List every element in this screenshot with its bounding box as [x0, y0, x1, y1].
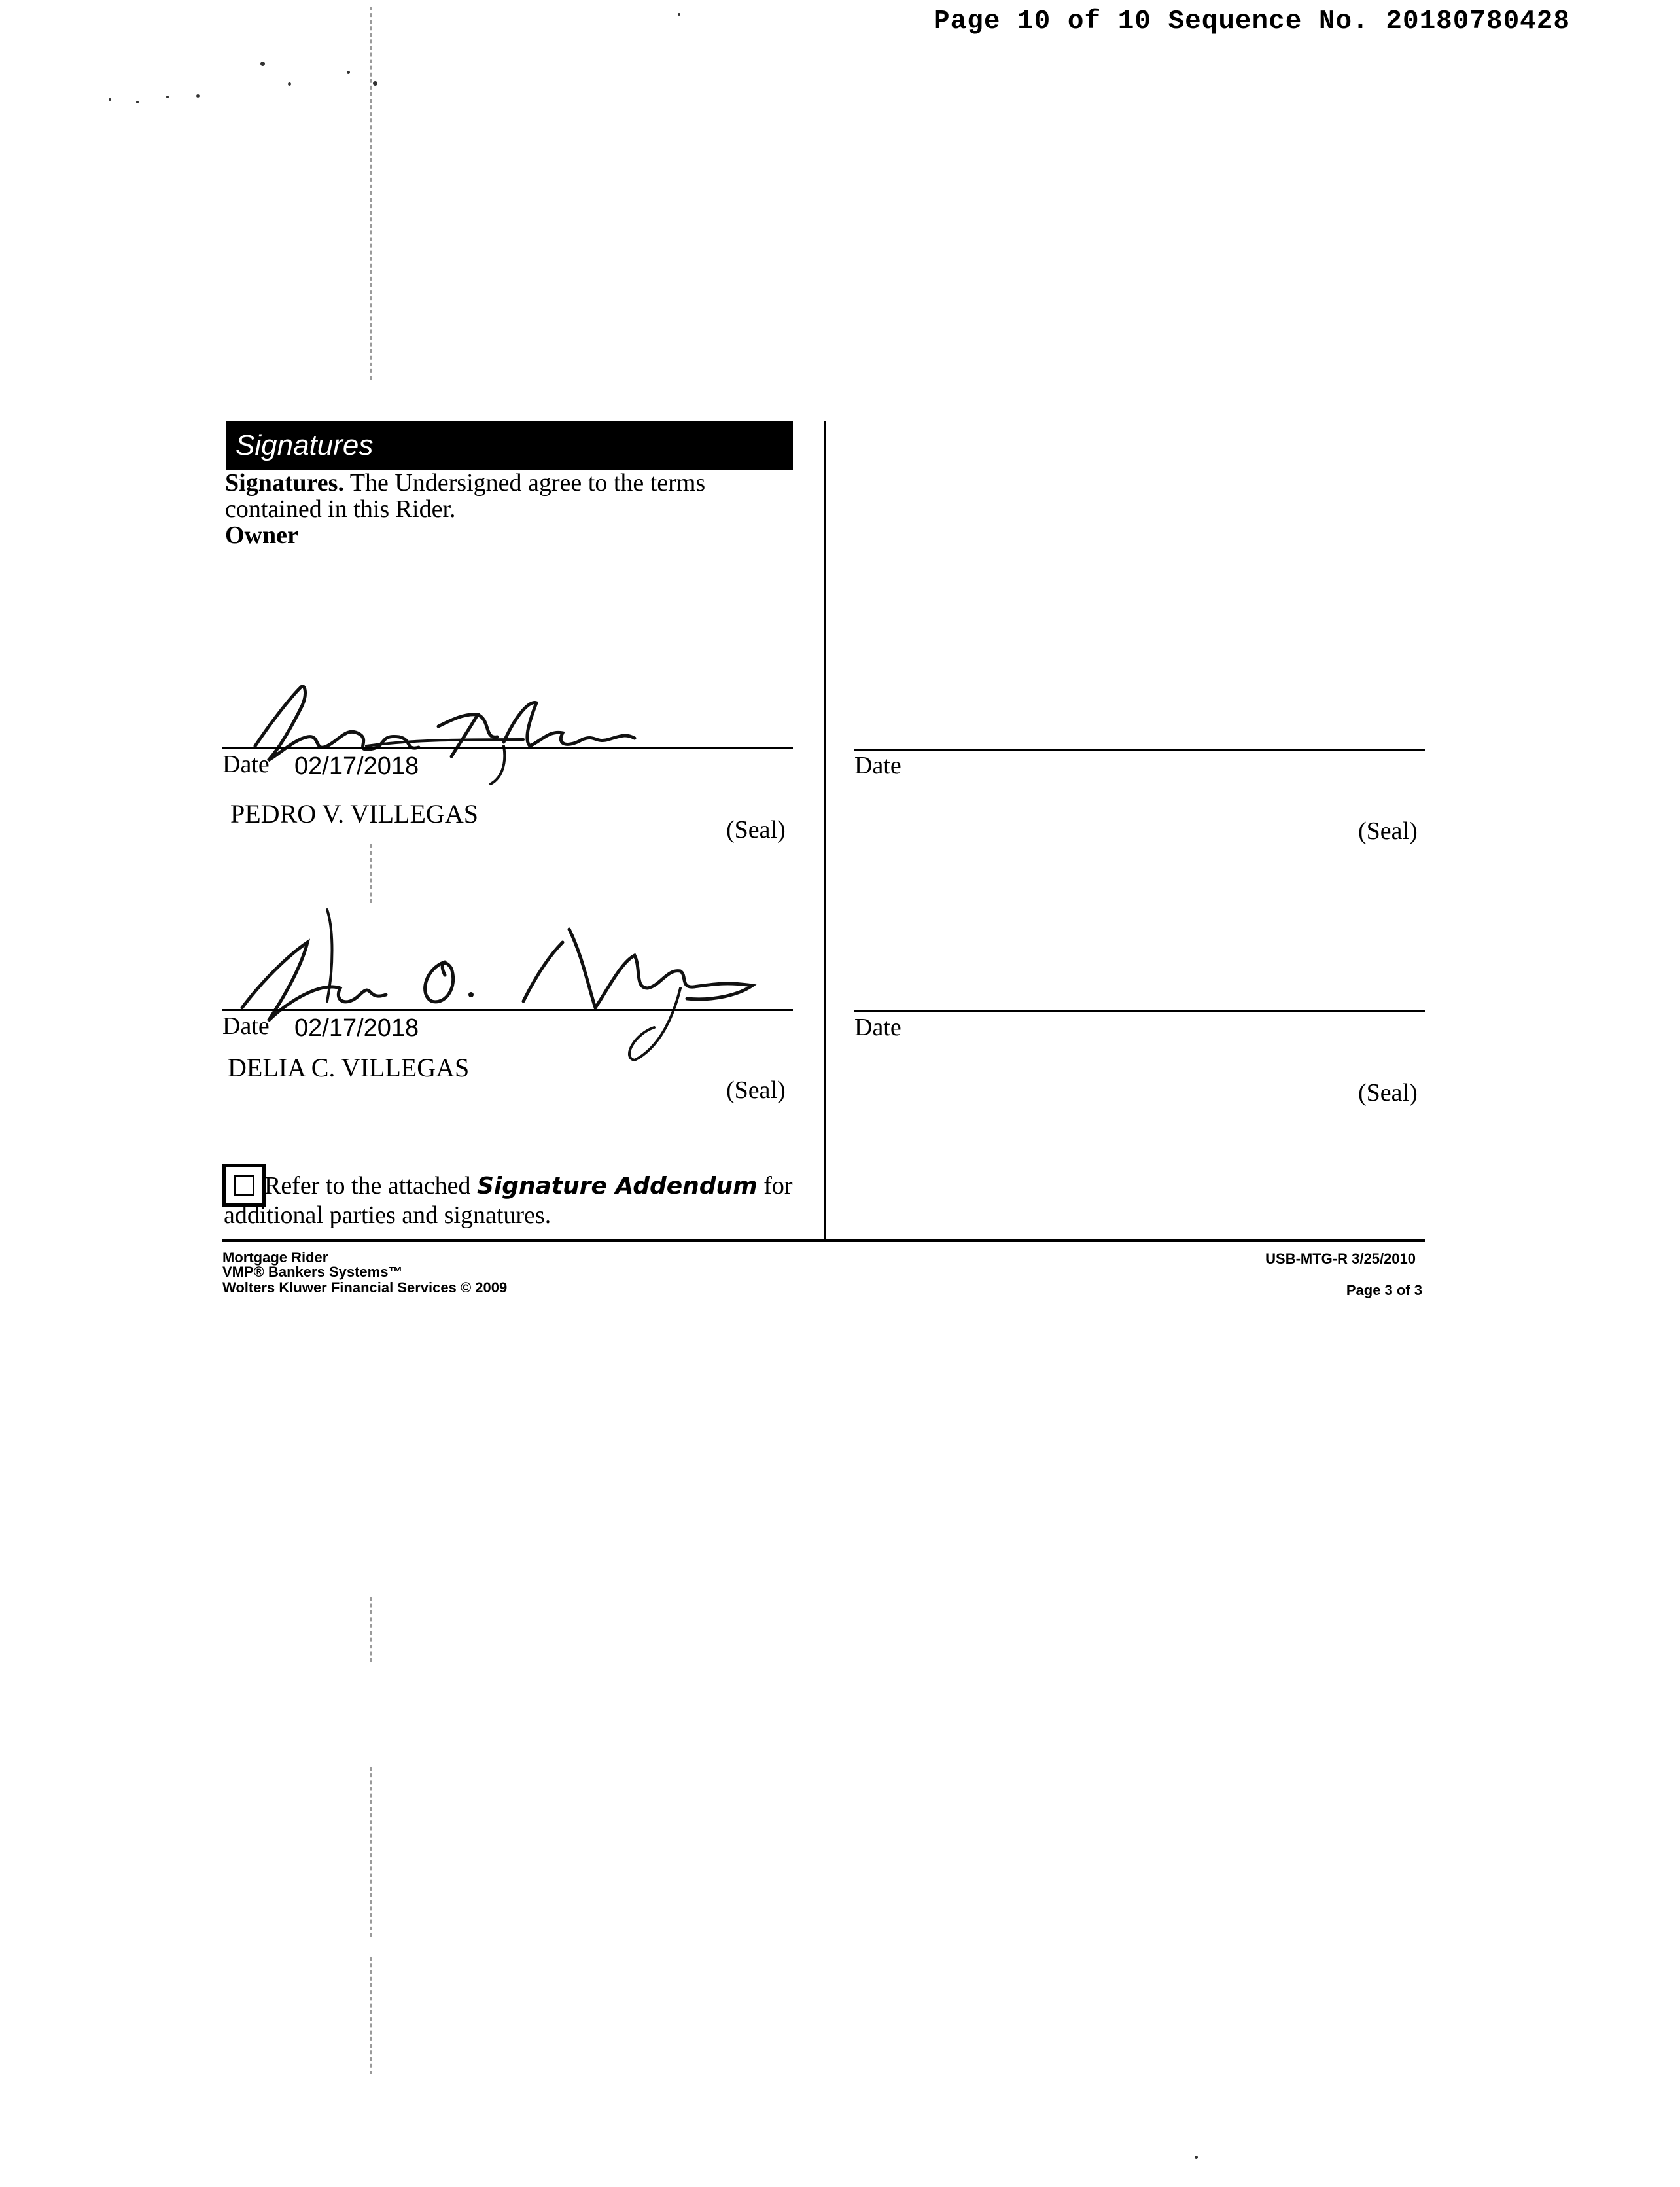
scan-fold-line: [370, 1767, 372, 1937]
column-divider: [824, 421, 826, 1239]
copyright: Wolters Kluwer Financial Services © 2009: [222, 1279, 508, 1296]
scan-speck: [136, 101, 139, 103]
scan-speck: [288, 82, 291, 86]
signer-name: DELIA C. VILLEGAS: [228, 1053, 470, 1082]
owner-label: Owner: [225, 522, 298, 549]
seal-label: (Seal): [1358, 1079, 1418, 1107]
page-number: Page 3 of 3: [1346, 1282, 1422, 1298]
scan-speck: [347, 71, 350, 74]
date-label: Date: [854, 1014, 901, 1041]
signature-line: [222, 1009, 793, 1011]
scan-speck: [260, 62, 265, 66]
scan-fold-line: [370, 1957, 372, 2074]
seal-label: (Seal): [726, 816, 786, 844]
seal-label: (Seal): [726, 1076, 786, 1104]
scan-fold-line: [370, 844, 372, 903]
scan-speck: [1195, 2156, 1198, 2159]
signature-line: [222, 747, 793, 749]
signature-line: [854, 1010, 1425, 1012]
signer-name: PEDRO V. VILLEGAS: [230, 799, 478, 828]
footer-rule: [222, 1239, 1425, 1242]
scan-fold-line: [370, 1597, 372, 1662]
seal-label: (Seal): [1358, 817, 1418, 845]
addendum-emphasis: Signature Addendum: [476, 1173, 758, 1200]
signature-line: [854, 749, 1425, 751]
form-code: USB-MTG-R 3/25/2010: [1265, 1251, 1416, 1267]
intro-lead: Signatures.: [225, 469, 344, 497]
addendum-note: [224, 1171, 813, 1230]
scan-fold-line: [370, 7, 372, 380]
date-label: Date: [222, 1012, 270, 1040]
intro-text: The Undersigned agree to the terms contained in this Rider.: [225, 469, 706, 523]
signatures-intro: [225, 470, 794, 522]
vendor-name: VMP® Bankers Systems™: [222, 1264, 403, 1280]
addendum-prefix: Refer to the attached: [264, 1172, 477, 1200]
date-label: Date: [222, 751, 270, 778]
form-name: Mortgage Rider: [222, 1249, 328, 1266]
scan-speck: [678, 13, 680, 16]
scan-speck: [196, 94, 200, 98]
scan-speck: [109, 98, 111, 101]
scan-speck: [373, 81, 377, 86]
signature-date: 02/17/2018: [294, 1014, 419, 1042]
addendum-suffix: for additional parties and signatures.: [224, 1172, 793, 1229]
signatures-banner: Signatures: [226, 421, 793, 470]
page-sequence-header: Page 10 of 10 Sequence No. 20180780428: [934, 7, 1570, 37]
date-label: Date: [854, 752, 901, 779]
signature-date: 02/17/2018: [294, 753, 419, 780]
scan-speck: [166, 96, 169, 98]
